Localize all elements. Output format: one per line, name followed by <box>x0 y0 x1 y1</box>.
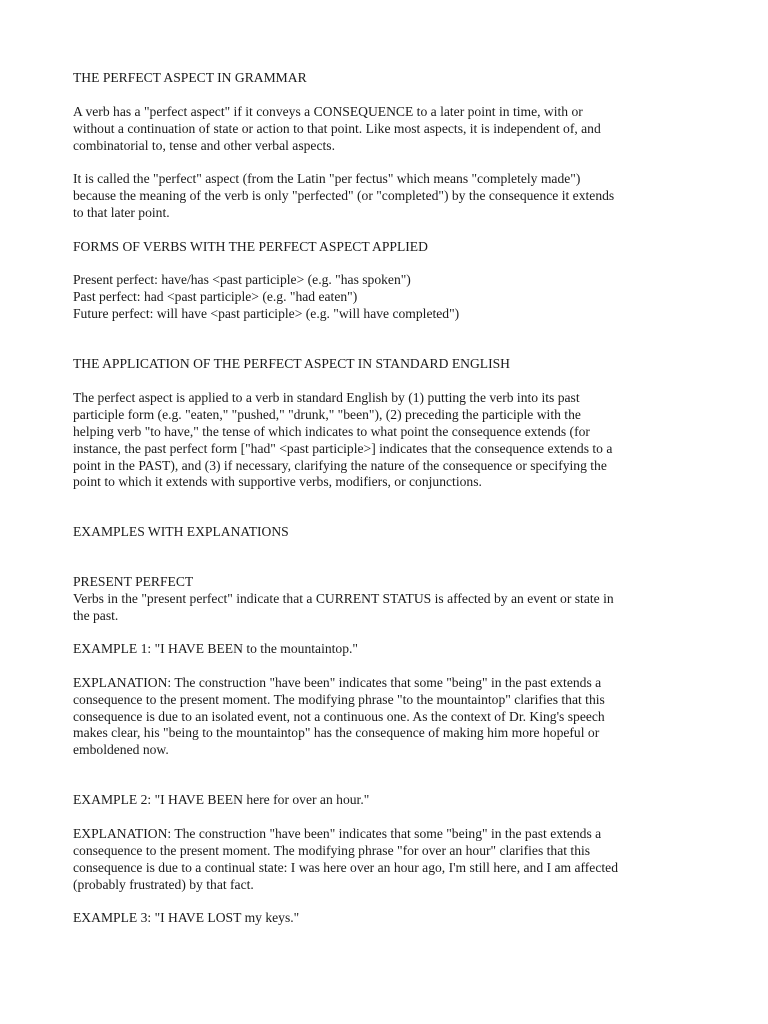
etymology-line-1: It is called the "perfect" aspect (from the Latin "per fectus" which means "completely made") <box>73 171 581 186</box>
present-perfect-subheading: PRESENT PERFECT <box>73 574 194 589</box>
examples-heading: EXAMPLES WITH EXPLANATIONS <box>73 524 289 539</box>
forms-heading: FORMS OF VERBS WITH THE PERFECT ASPECT APPLIED <box>73 239 428 254</box>
example-2-explanation-line-4: (probably frustrated) by that fact. <box>73 877 254 892</box>
example-1: EXAMPLE 1: "I HAVE BEEN to the mountaintop." <box>73 641 358 656</box>
application-heading: THE APPLICATION OF THE PERFECT ASPECT IN STANDARD ENGLISH <box>73 356 510 371</box>
document-title: THE PERFECT ASPECT IN GRAMMAR <box>73 70 307 85</box>
application-line-5: point in the PAST), and (3) if necessary, clarifying the nature of the consequence or specifying the <box>73 458 607 473</box>
intro-line-2: without a continuation of state or action to that point. Like most aspects, it is independent of, and <box>73 121 601 136</box>
example-2: EXAMPLE 2: "I HAVE BEEN here for over an hour." <box>73 792 370 807</box>
intro-line-3: combinatorial to, tense and other verbal aspects. <box>73 138 335 153</box>
application-line-2: participle form (e.g. "eaten," "pushed," "drunk," "been"), (2) preceding the participle with the <box>73 407 581 422</box>
application-line-3: helping verb "to have," the tense of which indicates to what point the consequence extends (for <box>73 424 590 439</box>
example-1-explanation-line-1: EXPLANATION: The construction "have been" indicates that some "being" in the past extends a <box>73 675 602 690</box>
etymology-line-2: because the meaning of the verb is only "perfected" (or "completed") by the consequence it extends <box>73 188 615 203</box>
example-1-explanation-line-2: consequence to the present moment. The modifying phrase "to the mountaintop" clarifies that this <box>73 692 605 707</box>
application-line-6: point to which it extends with supportive verbs, modifiers, or conjunctions. <box>73 474 482 489</box>
forms-item-present-perfect: Present perfect: have/has <past participle> (e.g. "has spoken") <box>73 272 411 287</box>
application-line-1: The perfect aspect is applied to a verb in standard English by (1) putting the verb into its past <box>73 390 580 405</box>
forms-item-future-perfect: Future perfect: will have <past participle> (e.g. "will have completed") <box>73 306 460 321</box>
present-perfect-description-line-2: the past. <box>73 608 119 623</box>
example-1-explanation-line-5: emboldened now. <box>73 742 169 757</box>
example-2-explanation-line-2: consequence to the present moment. The modifying phrase "for over an hour" clarifies that this <box>73 843 591 858</box>
example-3: EXAMPLE 3: "I HAVE LOST my keys." <box>73 910 300 925</box>
application-line-4: instance, the past perfect form ["had" <past participle>] indicates that the consequence extends to a <box>73 441 613 456</box>
example-1-explanation-line-4: makes clear, his "being to the mountaintop" has the consequence of making him more hopeful or <box>73 725 600 740</box>
present-perfect-description-line-1: Verbs in the "present perfect" indicate that a CURRENT STATUS is affected by an event or state in <box>73 591 614 606</box>
example-2-explanation-line-1: EXPLANATION: The construction "have been" indicates that some "being" in the past extends a <box>73 826 602 841</box>
forms-item-past-perfect: Past perfect: had <past participle> (e.g. "had eaten") <box>73 289 358 304</box>
example-2-explanation-line-3: consequence is due to a continual state: I was here over an hour ago, I'm still here, and I am affected <box>73 860 618 875</box>
intro-line-1: A verb has a "perfect aspect" if it conveys a CONSEQUENCE to a later point in time, with or <box>73 104 583 119</box>
example-1-explanation-line-3: consequence is due to an isolated event, not a continuous one. As the context of Dr. King's speech <box>73 709 605 724</box>
etymology-line-3: to that later point. <box>73 205 170 220</box>
